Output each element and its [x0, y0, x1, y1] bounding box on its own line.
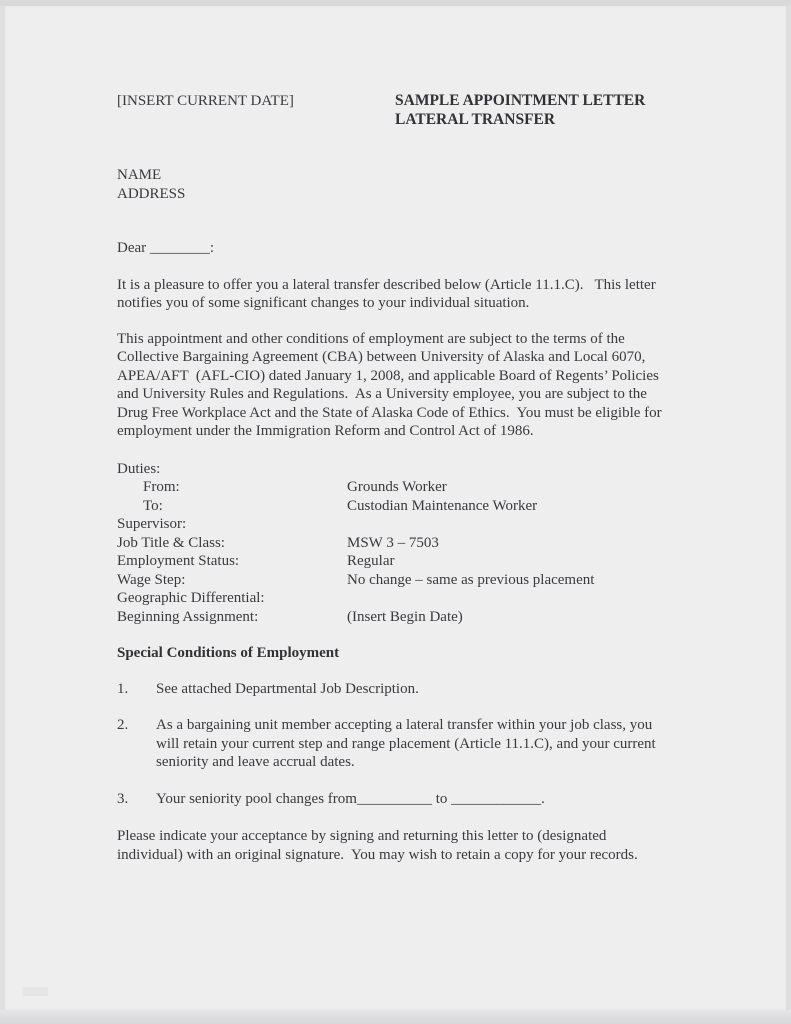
duty-label: Geographic Differential:: [117, 590, 265, 606]
list-item: [117, 790, 675, 809]
recipient-address: ADDRESS: [117, 185, 186, 202]
duty-row: [117, 608, 675, 627]
duty-row: [117, 478, 675, 497]
letter-header: [117, 92, 675, 129]
duty-label: From:: [143, 479, 180, 495]
scan-artifact: [22, 987, 48, 996]
duty-row: [117, 571, 675, 590]
duty-value: Regular: [347, 553, 395, 569]
duty-label: Employment Status:: [117, 553, 240, 569]
list-item-text: Your seniority pool changes from__________ to ____________.: [156, 790, 545, 807]
list-item-number: 1.: [117, 680, 129, 697]
duty-label: To:: [143, 497, 163, 514]
duty-value: [347, 515, 675, 534]
duty-label: Beginning Assignment:: [117, 608, 259, 625]
duty-row: [117, 515, 675, 534]
duties-section: [117, 460, 675, 627]
salutation: Dear ________:: [117, 240, 215, 256]
closing-paragraph: Please indicate your acceptance by signing and returning this letter to (designated individual) with an original signature. You may wish to retain a copy for your records.: [117, 828, 638, 863]
letter-title-line1: SAMPLE APPOINTMENT LETTER: [395, 92, 646, 109]
duty-label: Wage Step:: [117, 571, 186, 588]
date-placeholder: [INSERT CURRENT DATE]: [117, 93, 294, 109]
duty-row: [117, 497, 675, 516]
duty-value: (Insert Begin Date): [347, 608, 463, 625]
letter-title-line2: LATERAL TRANSFER: [395, 110, 556, 128]
duty-row: [117, 552, 675, 571]
duty-value: No change – same as previous placement: [347, 571, 595, 588]
duty-value: [347, 589, 675, 608]
duty-label: Supervisor:: [117, 516, 187, 532]
list-item-text: See attached Departmental Job Description.: [156, 680, 419, 697]
recipient-block: [117, 166, 675, 203]
duty-value: Grounds Worker: [347, 479, 447, 495]
list-item-number: 3.: [117, 790, 129, 807]
scan-edge-bottom: [0, 1010, 791, 1024]
intro-paragraph: It is a pleasure to offer you a lateral transfer described below (Article 11.1.C). This letter notifies you of some significant changes to your individual situation.: [117, 276, 660, 311]
special-conditions-list: [117, 680, 675, 809]
terms-paragraph: This appointment and other conditions of employment are subject to the terms of the Collective Bargaining Agreement (CBA) between University of Alaska and Local 6070, APEA/AFT (AFL-CIO) dated January 1, 2008, and applicable Board of Regents’ Policies and University Rules and Regulations. As a University employee, you are subject to the Drug Free Workplace Act and the State of Alaska Code of Ethics. You must be eligible for employment under the Immigration Reform and Control Act of 1986.: [117, 330, 666, 439]
duty-label: Job Title & Class:: [117, 534, 225, 551]
duties-heading: Duties:: [117, 460, 161, 477]
letter-page: [5, 6, 786, 1010]
letter-content: [5, 6, 695, 864]
duty-value: Custodian Maintenance Worker: [347, 497, 538, 514]
list-item: [117, 680, 675, 699]
duty-value: MSW 3 – 7503: [347, 534, 439, 551]
duty-row: [117, 534, 675, 553]
list-item-number: 2.: [117, 717, 129, 733]
list-item-text: As a bargaining unit member accepting a lateral transfer within your job class, you will retain your current step and range placement (Article 11.1.C), and your current seniority and leave accrual dates.: [156, 717, 660, 770]
letter-title: [395, 92, 645, 129]
recipient-name: NAME: [117, 167, 162, 183]
list-item: [117, 716, 675, 772]
special-conditions-heading: Special Conditions of Employment: [117, 645, 340, 661]
duty-row: [117, 589, 675, 608]
